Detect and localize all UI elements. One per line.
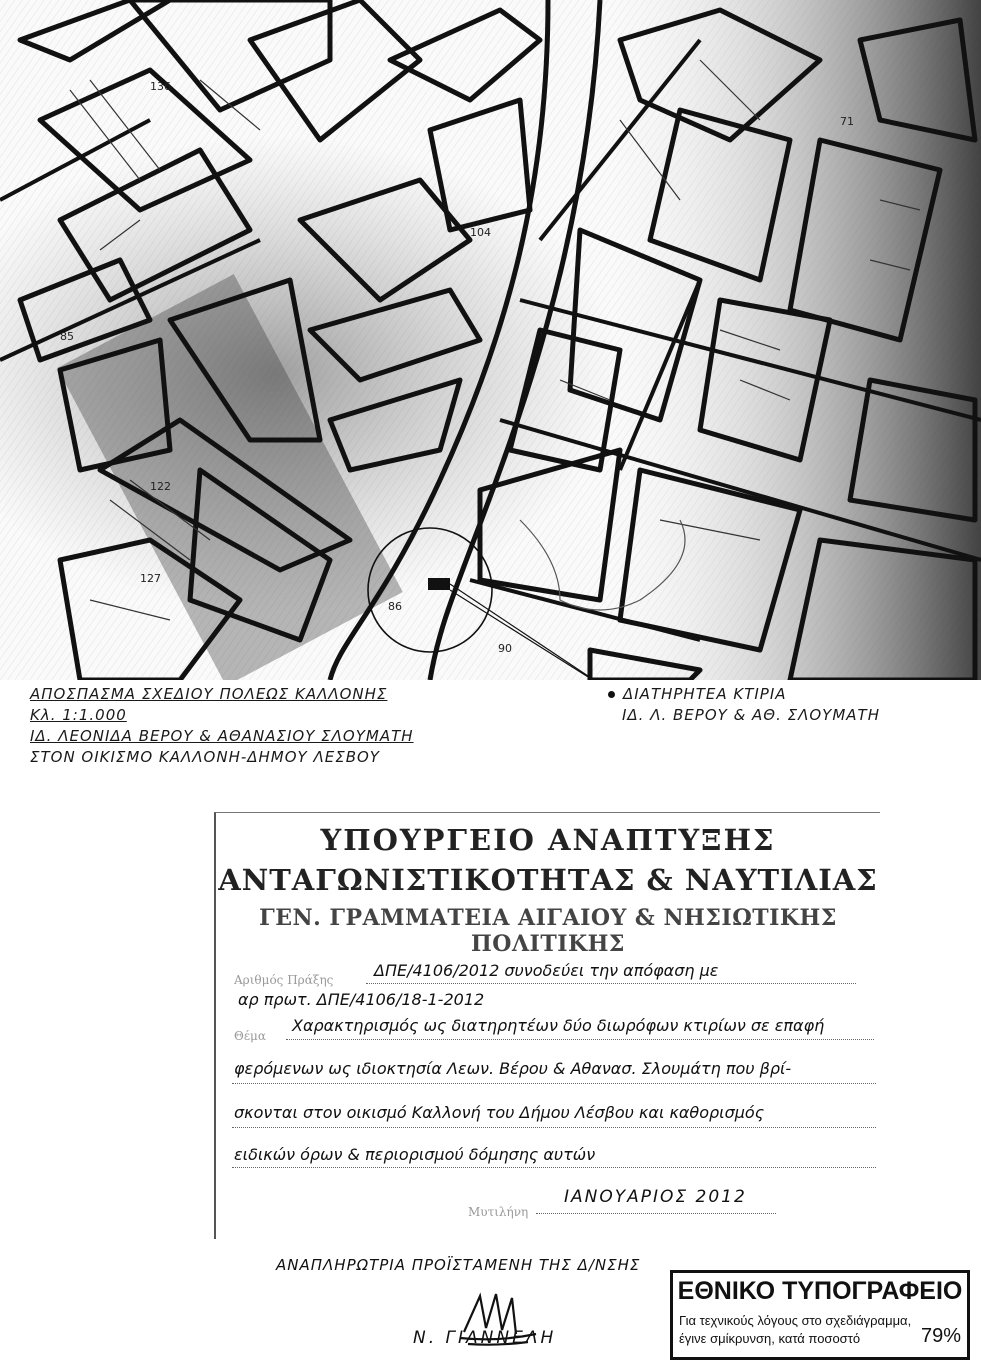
stamp-secretariat: ΓΕΝ. ΓΡΑΜΜΑΤΕΙΑ ΑΙΓΑΙΟΥ & ΝΗΣΙΩΤΙΚΗΣ ΠΟΛΙΤΙΚΗΣ <box>259 905 837 957</box>
ministry-stamp <box>214 812 880 1239</box>
map-caption-title: ΑΠΟΣΠΑΣΜΑ ΣΧΕΔΙΟΥ ΠΟΛΕΩΣ ΚΑΛΛΟΝΗΣ <box>30 685 388 703</box>
notice-title: ΕΘΝΙΚΟ ΤΥΠΟΓΡΑΦΕΙΟ <box>677 1277 963 1305</box>
subject-line-1: Χαρακτηρισμός ως διατηρητέων δύο διωρόφων κτιρίων σε επαφή <box>292 1016 825 1035</box>
lot-number: 122 <box>150 480 171 493</box>
act-protocol-value: αρ πρωτ. ΔΠΕ/4106/18-1-2012 <box>238 990 485 1009</box>
bullet-icon <box>608 691 615 698</box>
signature-role: ΑΝΑΠΛΗΡΩΤΡΙΑ ΠΡΟΪΣΤΑΜΕΝΗ ΤΗΣ Δ/ΝΣΗΣ <box>276 1256 641 1274</box>
map-legend <box>608 684 880 726</box>
notice-line-2: έγινε σμίκρυνση, κατά ποσοστό <box>679 1331 861 1346</box>
signature-name: Ν. ΓΙΑΝΝΕΛΗ <box>413 1328 557 1348</box>
lot-number: 90 <box>498 642 512 655</box>
dotted-line <box>232 1083 876 1084</box>
date-value: ΙΑΝΟΥΑΡΙΟΣ 2012 <box>564 1187 747 1207</box>
lot-number: 71 <box>840 115 854 128</box>
subject-line-2: φερόμενων ως ιδιοκτησία Λεων. Βέρου & Αθανασ. Σλουμάτη που βρί- <box>234 1059 792 1078</box>
stamp-ministry-line2: ΑΝΤΑΓΩΝΙΣΤΙΚΟΤΗΤΑΣ & ΝΑΥΤΙΛΙΑΣ <box>218 863 878 897</box>
notice-line-1: Για τεχνικούς λόγους στο σχεδιάγραμμα, <box>679 1313 912 1328</box>
lot-number: 86 <box>388 600 402 613</box>
subject-label: Θέμα <box>234 1029 266 1043</box>
legend-owners: ΙΔ. Λ. ΒΕΡΟΥ & ΑΘ. ΣΛΟΥΜΑΤΗ <box>622 706 880 724</box>
subject-line-3: σκονται στον οικισμό Καλλονή του Δήμου Λέσβου και καθορισμός <box>234 1103 765 1122</box>
lot-number: 85 <box>60 330 74 343</box>
dotted-line <box>536 1213 776 1214</box>
map-caption <box>30 684 414 768</box>
dotted-line <box>232 1127 876 1128</box>
notice-percent: 79% <box>920 1325 961 1347</box>
lot-number: 136 <box>150 80 171 93</box>
lot-number: 127 <box>140 572 161 585</box>
stamp-ministry-line1: ΥΠΟΥΡΓΕΙΟ ΑΝΑΠΤΥΞΗΣ <box>320 823 776 857</box>
dotted-line <box>286 1039 874 1040</box>
legend-title: ΔΙΑΤΗΡΗΤΕΑ ΚΤΙΡΙΑ <box>623 685 787 703</box>
map-caption-location: ΣΤΟΝ ΟΙΚΙΣΜΟ ΚΑΛΛΟΝΗ-ΔΗΜΟΥ ΛΕΣΒΟΥ <box>30 748 380 766</box>
dotted-line <box>366 983 856 984</box>
place-label: Μυτιλήνη <box>468 1205 529 1219</box>
map-caption-owners: ΙΔ. ΛΕΟΝΙΔΑ ΒΕΡΟΥ & ΑΘΑΝΑΣΙΟΥ ΣΛΟΥΜΑΤΗ <box>30 727 414 745</box>
lot-number: 104 <box>470 226 491 239</box>
printing-office-notice <box>670 1270 970 1360</box>
map-caption-scale: Κλ. 1:1.000 <box>30 706 127 724</box>
act-number-value: ΔΠΕ/4106/2012 συνοδεύει την απόφαση με <box>374 961 719 980</box>
act-number-label: Αριθμός Πράξης <box>234 973 334 987</box>
dotted-line <box>232 1167 876 1168</box>
subject-line-4: ειδικών όρων & περιορισμού δόμησης αυτών <box>234 1145 596 1164</box>
preserved-building-marker <box>428 578 450 590</box>
